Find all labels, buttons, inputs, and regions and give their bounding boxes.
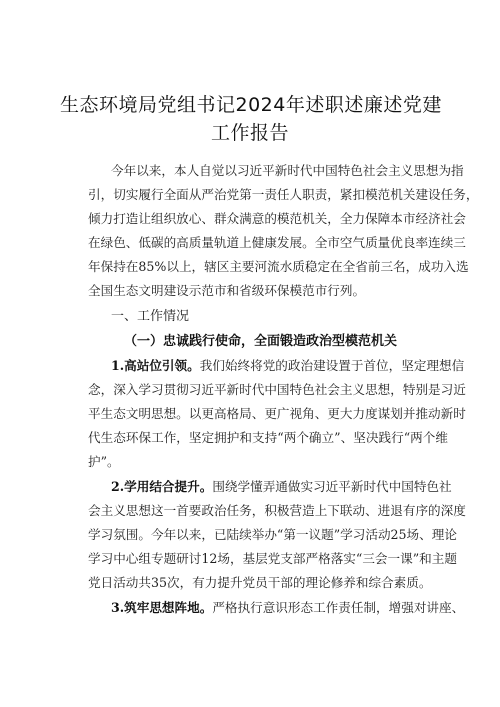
document-title-line-1: 生态环境局党组书记2024年述职述廉述党建 bbox=[60, 94, 442, 116]
item-2-line bbox=[111, 479, 452, 495]
item-3-line bbox=[111, 600, 465, 616]
item-3-text: 严格执行意识形态工作责任制，增强对讲座、 bbox=[212, 600, 465, 615]
item-2-text: 围绕学懂弄通做实习近平新时代中国特色社 bbox=[212, 479, 452, 494]
item-1-line: 护”。 bbox=[88, 454, 120, 469]
item-1-line: 代生态环保工作，坚定拥护和支持“两个确立”、坚决践行“两个维 bbox=[88, 430, 448, 445]
intro-line: 引，切实履行全面从严治党第一责任人职责，紧扣模范机关建设任务， bbox=[88, 187, 479, 202]
intro-line: 年保持在85%以上，辖区主要河流水质稳定在全省前三名，成功入选 bbox=[88, 259, 469, 274]
item-1-line: 平生态文明思想。以更高格局、更广视角、更大力度谋划并推动新时 bbox=[88, 406, 466, 421]
item-2-line: 会主义思想这一首要政治任务，积极营造上下联动、进退有序的深度 bbox=[88, 503, 466, 518]
subsection-heading: （一）忠诚践行使命，全面锻造政治型模范机关 bbox=[124, 334, 398, 349]
item-1-line bbox=[111, 358, 465, 374]
item-2-lead: 2.学用结合提升。 bbox=[111, 479, 213, 494]
item-1-line: 念，深入学习贯彻习近平新时代中国特色社会主义思想，特别是习近 bbox=[88, 382, 466, 397]
section-heading: 一、工作情况 bbox=[111, 309, 190, 324]
item-2-line: 学习氛围。今年以来，已陆续举办“第一议题”学习活动25场、理论 bbox=[88, 527, 457, 542]
intro-line: 倾力打造让组织放心、群众满意的模范机关，全力保障本市经济社会 bbox=[88, 211, 466, 226]
document-title-line-2: 工作报告 bbox=[210, 122, 289, 144]
intro-line: 今年以来，本人自觉以习近平新时代中国特色社会主义思想为指 bbox=[111, 163, 464, 178]
intro-line: 全国生态文明建设示范市和省级环保模范市行列。 bbox=[88, 283, 366, 298]
item-2-line: 党日活动共35次，有力提升党员干部的理论修养和综合素质。 bbox=[88, 575, 432, 590]
item-1-text: 我们始终将党的政治建设置于首位，坚定理想信 bbox=[199, 358, 465, 373]
item-2-line: 学习中心组专题研讨12场，基层党支部严格落实“三会一课”和主题 bbox=[88, 551, 457, 566]
intro-line: 在绿色、低碳的高质量轨道上健康发展。全市空气质量优良率连续三 bbox=[88, 235, 466, 250]
item-1-lead: 1.高站位引领。 bbox=[111, 358, 200, 373]
item-3-lead: 3.筑牢思想阵地。 bbox=[111, 600, 213, 615]
